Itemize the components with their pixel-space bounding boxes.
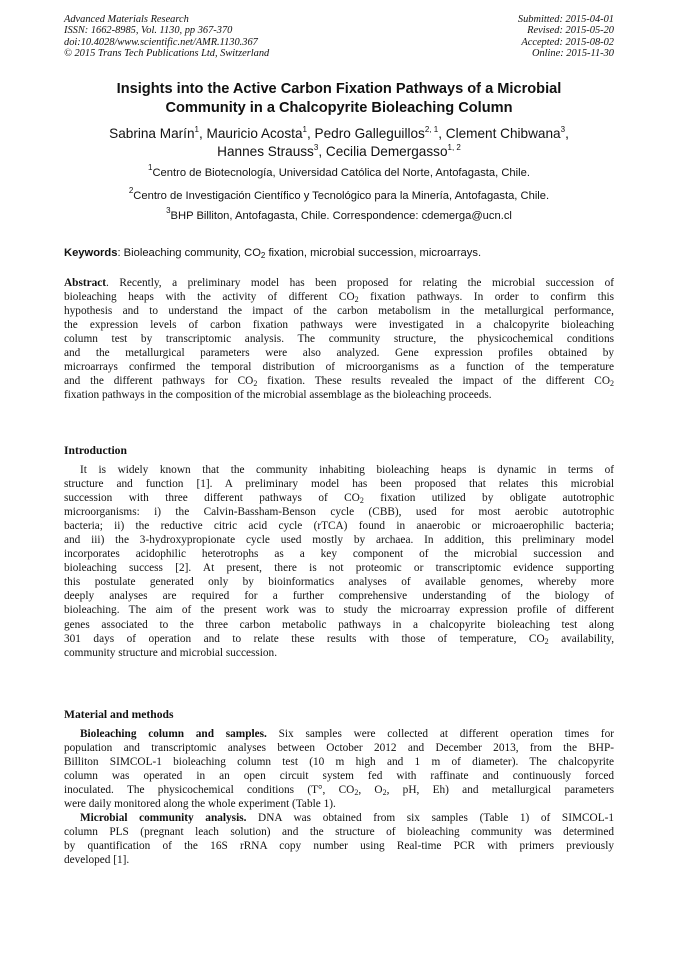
author-name: Clement Chibwana (445, 126, 561, 141)
text-line: genes associated to the three carbon metabolic pathways in a chalcopyrite bioleaching test along (64, 618, 614, 631)
text-line: this postulate generated only by bioinformatics analyses of available genomes, whereby more (64, 576, 614, 589)
text-line: community structure and microbial succession. (64, 646, 278, 659)
author-name: Sabrina Marín (109, 126, 195, 141)
section-heading: Material and methods (64, 708, 174, 721)
affiliation-marker: 3 (560, 125, 566, 134)
text: bioleaching heaps with the activity of different CO (64, 291, 355, 304)
section-heading: Introduction (64, 444, 127, 457)
text-line: microorganisms: i) the Calvin-Bassham-Benson cycle (CBB), used for most aerobic autotrophic (64, 506, 614, 519)
text-line: bacteria; ii) the reductive citric acid cycle (rTCA) found in anaerobic or microaerophilic bacteria; (64, 520, 614, 533)
author-name: Mauricio Acosta (206, 126, 303, 141)
text-line: deeply analyses are required for a further comprehensive understanding of the biology of (64, 590, 614, 603)
text-line: population and transcriptomic analyses between October 2012 and December 2013, from the BHP- (64, 742, 614, 755)
text-line: hypothesis and to understand the impact of the carbon metabolism in the metallurgical performance, (64, 305, 614, 318)
submitted-date: Submitted: 2015-04-01 (517, 14, 614, 25)
affiliation-marker: 2, 1 (424, 125, 439, 134)
text-line (64, 727, 614, 741)
author-list: Sabrina Marín$^1$, Mauricio Acosta$^1$, Pedro Galleguillos$^{2, 1}$, Clement Chibwana$^3$, Hannes Strauss$^3$, Cecilia Demergasso$^{1, 2}$ (109, 125, 569, 159)
subscript: 2 (544, 636, 549, 646)
text-line: column test by transcriptomic analysis. The community structure, the physicochemical conditions (64, 333, 614, 346)
affiliation-3 (40, 206, 638, 223)
keywords-label: Keywords (64, 247, 118, 259)
text: inoculated. The physicochemical conditions (T°, CO (64, 784, 355, 797)
text-line (64, 374, 614, 388)
text-line: It is widely known that the community inhabiting bioleaching heaps is dynamic in terms of (80, 464, 614, 476)
subscript: 2 (354, 295, 359, 305)
text-line: column PLS (pregnant leach solution) and the structure of bioleaching community was determined (64, 826, 614, 839)
affiliation-1 (40, 163, 638, 180)
affiliation-text: BHP Billiton, Antofagasta, Chile. Correspondence: cdemerga@ucn.cl (170, 210, 512, 222)
text: fixation utilized by obligate autotrophic (363, 492, 614, 505)
issn-line: ISSN: 1662-8985, Vol. 1130, pp 367-370 (64, 25, 233, 37)
text-line: incorporates acidophilic heterotrophs as a key component of the microbial succession and (64, 548, 614, 561)
paper-title (40, 80, 638, 117)
subscript: 2 (260, 251, 266, 260)
text-line: structure and function [1]. A preliminary model has been proposed that relates this microbial (64, 478, 614, 491)
title-line: Insights into the Active Carbon Fixation Pathways of a Microbial (116, 81, 562, 97)
text-line: the expression levels of carbon fixation pathways were investigated in a chalcopyrite bioleaching (64, 319, 614, 332)
affiliation-2 (40, 186, 638, 203)
affiliation-number: 3 (166, 206, 171, 215)
author-name: Cecilia Demergasso (325, 144, 448, 159)
text-line: by quantification of the 16S rRNA copy number using Real-time PCR with primers previously (64, 840, 614, 853)
text-line: developed [1]. (64, 854, 130, 867)
text: DNA was obtained from six samples (Table 1) of SIMCOL-1 (246, 812, 615, 825)
affiliation-number: 2 (128, 186, 134, 195)
text-line (64, 811, 614, 825)
subsection-label: Microbial community analysis. (80, 812, 247, 825)
methods-body (64, 727, 614, 867)
keywords-text: fixation, microbial succession, microarrays. (265, 247, 482, 259)
subscript: 2 (610, 379, 615, 389)
affiliation-marker: 1 (194, 125, 199, 134)
text-line: Billiton SIMCOL-1 bioleaching column test (10 m high and 1 m of diameter). The chalcopyrite (64, 756, 614, 769)
affiliation-marker: 3 (313, 143, 319, 152)
text-line (64, 491, 614, 505)
author-name: Hannes Strauss (217, 144, 314, 159)
subsection-label: Bioleaching column and samples. (80, 728, 267, 740)
publication-dates (518, 14, 614, 59)
text-line: bioleaching. The aim of the present work was to study the microarray expression profile of different (64, 604, 614, 617)
revised-date: Revised: 2015-05-20 (527, 25, 614, 37)
subscript: 2 (354, 788, 359, 798)
subscript: 2 (359, 496, 364, 506)
text-line: and the metallurgical parameters were also analyzed. Gene expression profiles obtained by (64, 347, 614, 360)
affiliation-number: 1 (148, 163, 153, 172)
abstract-label: Abstract (64, 277, 107, 289)
text: fixation pathways. In order to confirm this (358, 291, 615, 304)
text-line (64, 783, 614, 797)
introduction-body (64, 463, 614, 660)
text-line: were daily monitored along the whole experiment (Table 1). (64, 798, 336, 811)
text: , O (358, 784, 383, 797)
affiliation-marker: 1 (302, 125, 307, 134)
text-line: and iii) the 3-hydroxypropionate cycle used mostly by archaea. In addition, this preliminary model (64, 534, 614, 547)
keywords-text: : Bioleaching community, CO (117, 247, 261, 259)
text: 301 days of operation and to relate these results with those of temperature, CO (64, 632, 545, 645)
journal-name: Advanced Materials Research (64, 14, 189, 25)
text-line: column was operated in an open circuit system fed with raffinate and continuously forced (64, 770, 614, 783)
author-name: Pedro Galleguillos (314, 126, 425, 141)
affiliation-text: Centro de Biotecnología, Universidad Católica del Norte, Antofagasta, Chile. (152, 167, 530, 179)
journal-info (64, 14, 269, 59)
text-line: microarrays confirmed the temporal distribution of microorganisms as a function of the temperature (64, 361, 614, 374)
text: availability, (548, 632, 615, 645)
text: succession with three different pathways of CO (64, 492, 360, 505)
copyright-line: © 2015 Trans Tech Publications Ltd, Switzerland (64, 47, 270, 59)
subscript: 2 (253, 379, 258, 389)
text-line: fixation pathways in the composition of the microbial assemblage as the bioleaching proceeds. (64, 389, 492, 402)
text-line (64, 290, 614, 304)
affiliation-text: Centro de Investigación Científico y Tecnológico para la Minería, Antofagasta, Chile. (133, 190, 550, 202)
text: . Recently, a preliminary model has been proposed for relating the microbial succession of (106, 277, 614, 289)
text-line (64, 276, 614, 290)
accepted-date: Accepted: 2015-08-02 (521, 36, 614, 48)
journal-header (64, 14, 614, 59)
text-line (64, 632, 614, 646)
subscript: 2 (382, 788, 387, 798)
affiliation-marker: 1, 2 (447, 143, 461, 152)
text: fixation. These results revealed the impact of the different CO (257, 375, 611, 388)
text: , pH, Eh) and metallurgical parameters (386, 784, 614, 797)
text: Six samples were collected at different operation times for (266, 728, 614, 740)
abstract (64, 276, 614, 402)
title-line: Community in a Chalcopyrite Bioleaching Column (165, 99, 513, 116)
text-line: bioleaching success [2]. At present, there is not proteomic or transcriptomic evidence supporting (64, 562, 614, 575)
keywords (64, 246, 614, 260)
doi-line: doi:10.4028/www.scientific.net/AMR.1130.367 (64, 36, 258, 48)
text: and the different pathways for CO (64, 375, 254, 388)
online-date: Online: 2015-11-30 (531, 47, 614, 59)
